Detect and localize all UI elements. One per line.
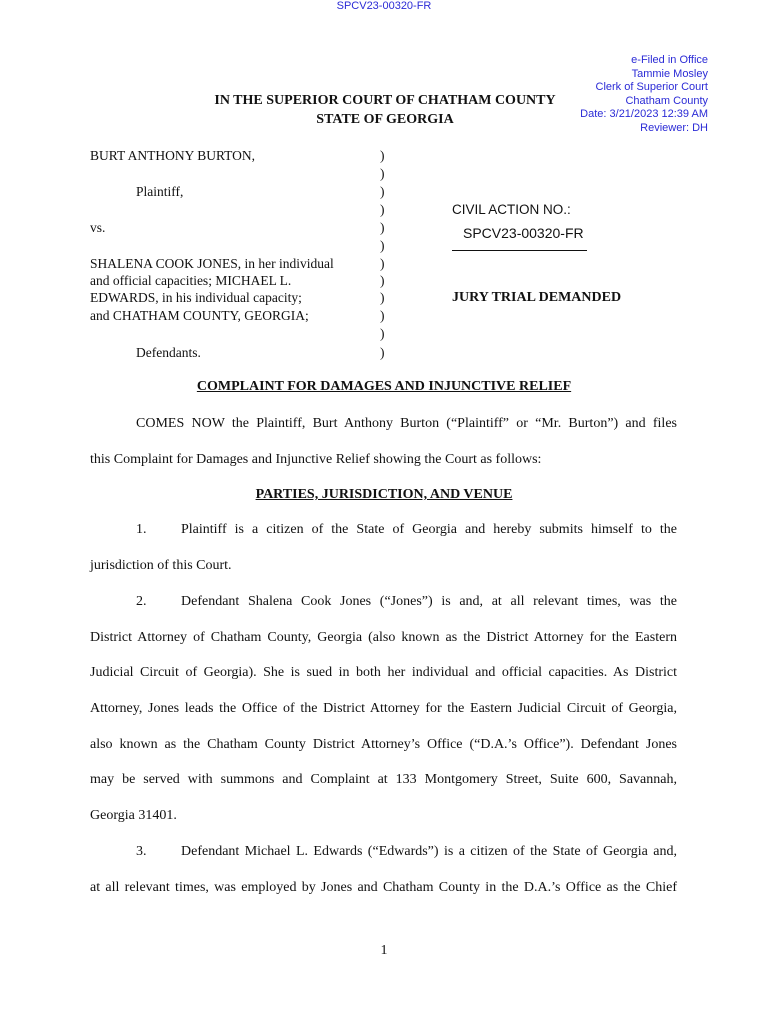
paragraph-line: also known as the Chatham County District Attorney’s Office (“D.A.’s Office”). Defendant Jones (90, 737, 677, 752)
paragraph-line: at all relevant times, was employed by Jones and Chatham County in the D.A.’s Office as the Chief (90, 880, 677, 895)
section-heading: PARTIES, JURISDICTION, AND VENUE (255, 487, 513, 502)
paragraph-line: Judicial Circuit of Georgia). She is sued in both her individual and official capacities. As District (90, 665, 677, 680)
paragraph-line: jurisdiction of this Court. (90, 558, 232, 573)
stamp-line: e-Filed in Office (631, 54, 708, 66)
jury-demand: JURY TRIAL DEMANDED (452, 290, 622, 305)
paragraph-line: Defendant Michael L. Edwards (“Edwards”) is a citizen of the State of Georgia and, (181, 844, 677, 859)
stamp-line: Tammie Mosley (631, 67, 708, 80)
stamp-line: Date: 3/21/2023 12:39 AM (580, 108, 708, 120)
stamp-line: Chatham County (625, 94, 708, 107)
paragraph-line: Attorney, Jones leads the Office of the District Attorney for the Eastern Judicial Circuit of Georgia, (90, 701, 677, 716)
defendants-line: SHALENA COOK JONES, in her individual (90, 256, 334, 271)
paragraph-number: 1. (136, 522, 147, 537)
caption-paren: ) (380, 273, 385, 288)
plaintiff-name: BURT ANTHONY BURTON, (90, 148, 256, 163)
plaintiff-label: Plaintiff, (136, 184, 184, 199)
document-title: COMPLAINT FOR DAMAGES AND INJUNCTIVE RELIEF (196, 379, 572, 394)
stamp-line: Clerk of Superior Court (595, 81, 708, 93)
civil-action-number: SPCV23-00320-FR (463, 225, 584, 241)
caption-paren: ) (380, 220, 385, 235)
caption-paren: ) (380, 184, 385, 199)
defendants-line: EDWARDS, in his individual capacity; (90, 290, 302, 305)
paragraph-line: Defendant Shalena Cook Jones (“Jones”) is and, at all relevant times, was the (181, 594, 677, 609)
defendants-line: and official capacities; MICHAEL L. (90, 273, 292, 288)
caption-paren: ) (380, 308, 385, 323)
caption-paren: ) (380, 290, 385, 305)
caption-paren: ) (380, 238, 385, 253)
caption-paren: ) (380, 345, 385, 360)
versus-label: vs. (90, 220, 106, 235)
civil-action-label: CIVIL ACTION NO.: (452, 202, 571, 217)
defendants-line: and CHATHAM COUNTY, GEORGIA; (90, 308, 309, 323)
caption-paren: ) (380, 256, 385, 271)
paragraph-line: District Attorney of Chatham County, Georgia (also known as the District Attorney for the Eastern (90, 630, 677, 645)
paragraph-number: 3. (136, 844, 147, 859)
caption-paren: ) (380, 202, 385, 217)
paragraph-line: Georgia 31401. (90, 808, 177, 823)
caption-paren: ) (380, 148, 385, 163)
header-case-number: SPCV23-00320-FR (336, 0, 432, 12)
paragraph-line: Plaintiff is a citizen of the State of Georgia and hereby submits himself to the (181, 522, 677, 537)
caption-paren: ) (380, 166, 385, 181)
civil-action-underline (452, 250, 587, 251)
stamp-line: Reviewer: DH (640, 121, 708, 134)
paragraph-line: may be served with summons and Complaint at 133 Montgomery Street, Suite 600, Savannah, (90, 772, 677, 787)
intro-line: this Complaint for Damages and Injunctive Relief showing the Court as follows: (90, 452, 542, 467)
caption-paren: ) (380, 326, 385, 341)
court-name: IN THE SUPERIOR COURT OF CHATHAM COUNTY (214, 93, 556, 108)
court-state: STATE OF GEORGIA (316, 112, 454, 127)
paragraph-number: 2. (136, 594, 147, 609)
intro-line: COMES NOW the Plaintiff, Burt Anthony Burton (“Plaintiff” or “Mr. Burton”) and files (136, 416, 677, 431)
page-number: 1 (380, 943, 388, 958)
defendants-label: Defendants. (136, 345, 201, 360)
